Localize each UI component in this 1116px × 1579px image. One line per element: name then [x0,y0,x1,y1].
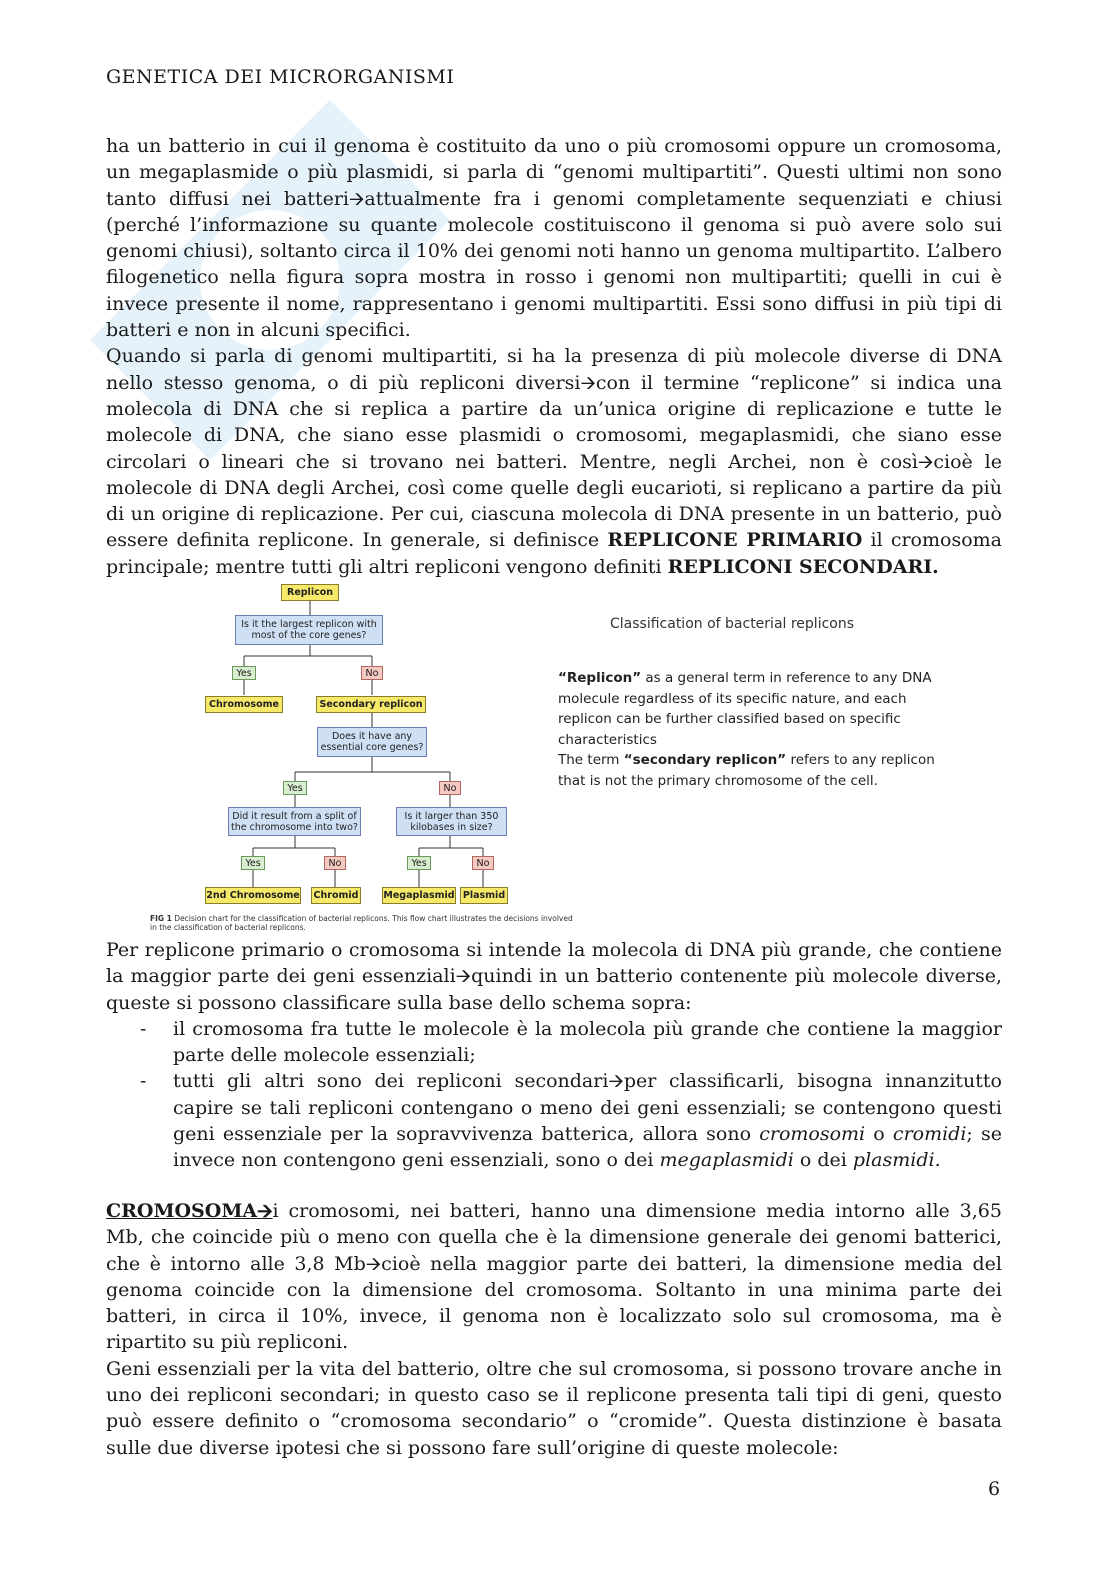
p2-text-c: il cromosoma principale; mentre tutti gli altri repliconi vengono definiti [106,529,1002,578]
node-replicon: Replicon [281,584,339,601]
question-essential-genes: Does it have any essential core genes? [317,727,427,757]
p4-text: i cromosomi, nei batteri, hanno una dimensione media intorno alle 3,65 Mb, che coincide più o meno con quella che è la dimensione generale dei genomi batterici, che è intorno alle 3,8 Mb🡪cioè nella maggior parte dei batteri, la dimensione media del genoma coincide con la dimensione del cromosoma. Soltanto in una minima parte dei batteri, in circa il 10%, invece, il genoma non è localizzato solo sul cromosoma, ma è ripartito su più repliconi. [106,1200,1002,1354]
desc-text-2: The term [558,752,624,768]
desc-secondary [558,750,938,791]
answer-yes-2: Yes [283,781,307,795]
caption-text: Decision chart for the classification of bacterial replicons. This flow chart illustrates the decisions involved in the classification of bacterial replicons. [150,914,573,932]
desc-text-3: refers to any replicon that is not the primary chromosome of the cell. [558,752,935,789]
question-larger-350kb: Is it larger than 350 kilobases in size? [396,807,507,836]
li2-term-cromidi: cromidi [892,1123,967,1146]
figure-description [558,668,938,791]
text-block-bottom [106,1198,1002,1461]
li2-term-plasmidi: plasmidi. [852,1149,941,1172]
classification-list [106,1016,1002,1174]
node-chromosome: Chromosome [205,696,283,713]
question-largest-replicon: Is it the largest replicon with most of the core genes? [235,615,383,645]
term-repliconi-secondari: REPLICONI SECONDARI. [667,555,939,578]
figure-title: Classification of bacterial replicons [610,616,855,632]
li2-text-b: o [865,1123,893,1146]
caption-label: FIG 1 [150,914,172,923]
node-chromid: Chromid [311,887,361,904]
li2-text-a: tutti gli altri sono dei repliconi secondari🡪per classificarli, bisogna innanzitutto capire se tali repliconi contengano o meno dei geni essenziali; se contengono questi geni essenziale per la sopravvivenza batterica, allora sono [173,1070,1002,1146]
desc-term-replicon: “Replicon” [558,670,642,686]
desc-replicon [558,668,938,750]
answer-yes-4: Yes [407,856,431,870]
answer-no-1: No [361,666,383,680]
node-2nd-chromosome: 2nd Chromosome [205,887,301,904]
term-replicone-primario: REPLICONE PRIMARIO [607,529,863,552]
answer-no-2: No [439,781,461,795]
paragraph-5: Geni essenziali per la vita del batterio, oltre che sul cromosoma, si possono trovare anche in uno dei repliconi secondari; in questo caso se il replicone presenta tali tipi di geni, questo può essere definito o “cromosoma secondario” o “cromide”. Questa distinzione è basata sulle due diverse ipotesi che si possono fare sull’origine di queste molecole: [106,1357,1002,1459]
desc-text-1: as a general term in reference to any DNA molecule regardless of its specific nature, and each replicon can be further classified based on specific characteristics [558,670,932,748]
answer-no-4: No [472,856,494,870]
node-secondary-replicon: Secondary replicon [316,696,426,713]
section-heading-cromosoma: CROMOSOMA🡪 [106,1200,273,1222]
list-item-chromosome: - il cromosoma fra tutte le molecole è la molecola più grande che contiene la maggior parte delle molecole essenziali; [106,1016,1002,1069]
li2-text-d: o dei [793,1149,853,1172]
figure-caption [150,914,580,932]
paragraph-3: Per replicone primario o cromosoma si intende la molecola di DNA più grande, che contiene la maggior parte dei geni essenziali🡪quindi in un batterio contenente più molecole diverse, queste si possono classificare sulla base dello schema sopra: [106,939,1002,1014]
paragraph-1: ha un batterio in cui il genoma è costituito da uno o più cromosomi oppure un cromosoma, un megaplasmide o più plasmidi, si parla di “genomi multipartiti”. Questi ultimi non sono tanto diffusi nei batteri🡪attualmente fra i genomi completamente sequenziati e chiusi (perché l’informazione su quante molecole costituiscono il genoma si può avere solo sui genomi chiusi), soltanto circa il 10% dei genomi noti hanno un genoma multipartito. L’albero filogenetico nella figura sopra mostra in rosso i genomi non multipartiti; quelli in cui è invece presente il nome, rappresentano i genomi multipartiti. Essi sono diffusi in più tipi di batteri e non in alcuni specifici. [106,135,1002,342]
li2-text-c: ; se invece non contengono geni essenziali, sono o dei [173,1123,1002,1172]
question-split-chromosome: Did it result from a split of the chromosome into two? [228,807,361,836]
answer-yes-3: Yes [241,856,265,870]
answer-yes-1: Yes [232,666,256,680]
paragraph-4 [106,1198,1002,1356]
node-plasmid: Plasmid [460,887,508,904]
desc-term-secondary: “secondary replicon” [623,752,787,768]
li2-term-megaplasmidi: megaplasmidi [659,1149,794,1172]
p2-text-a: Quando si parla di genomi multipartiti, si ha la presenza di più molecole diverse di DNA nello stesso genoma, o di più repliconi diversi🡪con il termine “replicone” si indica una molecola di DNA che si replica a partire da un’unica origine di replicazione e tutte le molecole di DNA, che siano esse plasmidi o cromosomi, megaplasmidi, che siano esse circolari o lineari che si trovano nei batteri. Mentre, negli Archei, non è così🡪cioè le molecole di DNA degli Archei, così come quelle degli eucarioti, si replicano a partire da più di un origine di replicazione. Per cui, ciascuna molecola di DNA presente in un batterio, può essere definita replicone. In generale, si definisce [106,345,1002,552]
page-header: GENETICA DEI MICRORGANISMI [106,66,455,88]
replicon-classification-figure [140,582,960,937]
li2-term-cromosomi: cromosomi [759,1123,866,1146]
page-number: 6 [988,1478,1001,1500]
node-megaplasmid: Megaplasmid [382,887,456,904]
answer-no-3: No [324,856,346,870]
text-block-top [106,133,1002,580]
paragraph-2 [106,343,1002,580]
text-block-middle [106,937,1002,1174]
list-item-secondary [106,1068,1002,1173]
